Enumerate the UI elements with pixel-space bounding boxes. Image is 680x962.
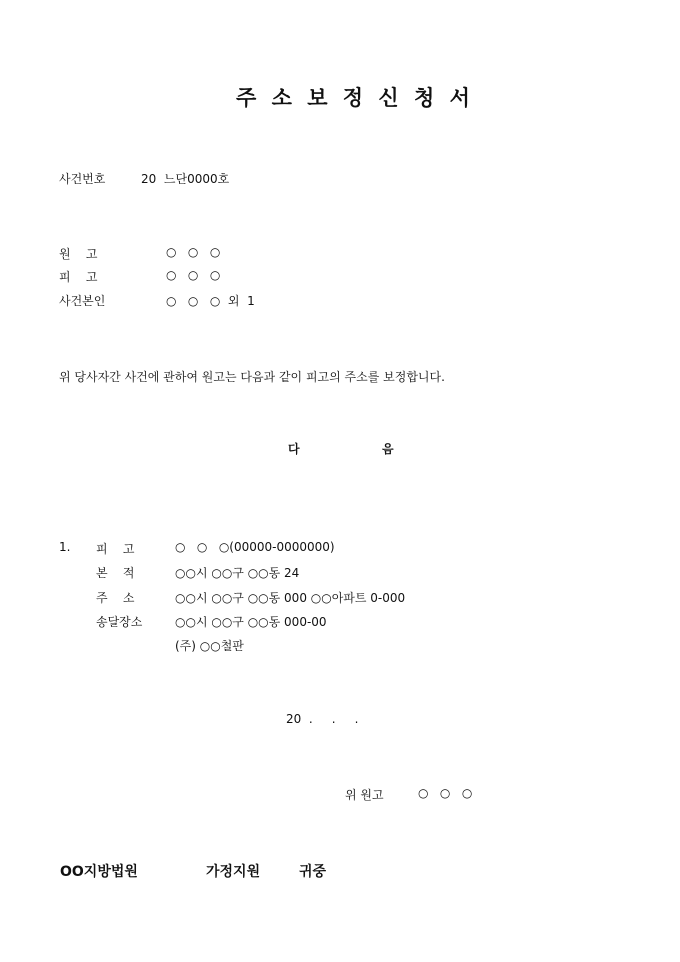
item-defendant-value: ○ ○ ○(00000-0000000): [175, 540, 335, 554]
case-principal-label: 사건본인: [59, 294, 106, 308]
case-number-label: 사건번호: [59, 172, 106, 186]
case-number-value: 20 느단0000호: [141, 172, 230, 186]
addressee-suffix: 귀중: [299, 864, 327, 880]
item-defendant-label: 피 고: [96, 542, 135, 556]
court-name: OO지방법원: [60, 864, 138, 880]
item-domicile-value: ○○시 ○○구 ○○동 24: [175, 566, 300, 580]
item-address-value: ○○시 ○○구 ○○동 000 ○○아파트 0-000: [175, 591, 406, 605]
court-branch: 가정지원: [206, 864, 261, 880]
item-address-label: 주 소: [96, 591, 135, 605]
item-company: (주) ○○철판: [175, 639, 244, 653]
heading-right: 음: [382, 442, 394, 456]
case-principal-name: ○ ○ ○ 외 1: [166, 294, 255, 308]
statement-text: 위 당사자간 사건에 관하여 원고는 다음과 같이 피고의 주소를 보정합니다.: [59, 370, 445, 384]
plaintiff-label: 원 고: [59, 247, 98, 261]
plaintiff-name: ○ ○ ○: [166, 245, 221, 259]
item-number: 1.: [59, 540, 71, 554]
document-title: 주 소 보 정 신 청 서: [236, 85, 472, 110]
item-domicile-label: 본 적: [96, 566, 135, 580]
signature-name: ○ ○ ○: [418, 786, 473, 800]
heading-left: 다: [288, 442, 300, 456]
item-delivery-label: 송달장소: [96, 615, 143, 629]
date-line: 20 . . .: [286, 712, 359, 726]
item-delivery-value: ○○시 ○○구 ○○동 000-00: [175, 615, 327, 629]
defendant-name: ○ ○ ○: [166, 268, 221, 282]
signature-label: 위 원고: [345, 788, 384, 802]
defendant-label: 피 고: [59, 270, 98, 284]
